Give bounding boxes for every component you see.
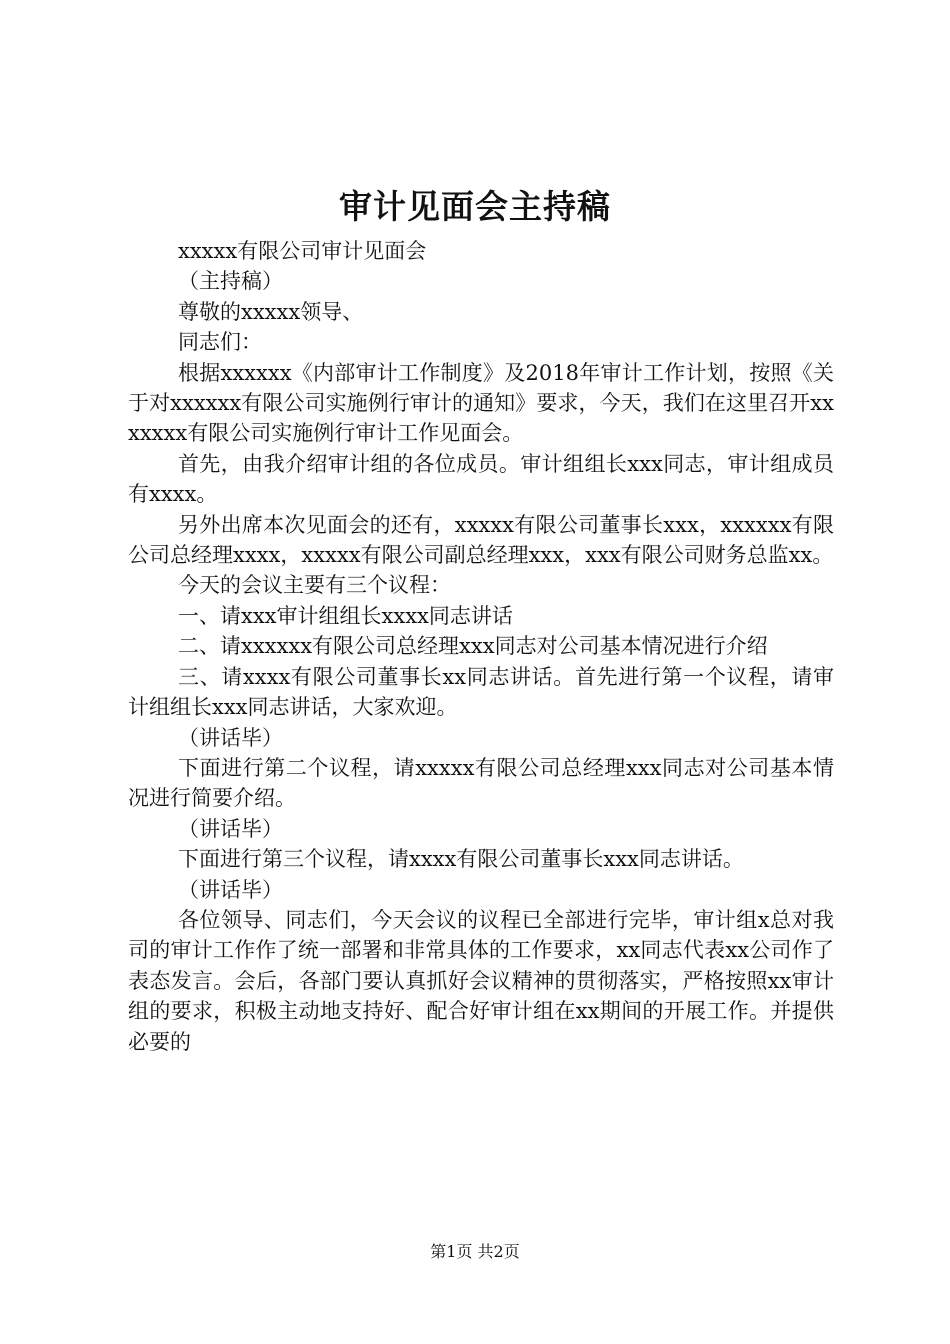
paragraph-agenda-intro: 今天的会议主要有三个议程： <box>178 573 451 598</box>
paragraph-speech-end-2: （讲话毕） <box>178 816 283 841</box>
paragraph-salutation-comrades: 同志们： <box>178 330 262 355</box>
page-number-footer: 第1页 共2页 <box>430 1242 520 1261</box>
paragraph-second-agenda: 下面进行第二个议程，请xxxxx有限公司总经理xxx同志对公司基本情况进行简要介绍。 <box>128 755 834 811</box>
paragraph-speech-end-1: （讲话毕） <box>178 725 283 750</box>
paragraph-agenda-item-1: 一、请xxx审计组组长xxxx同志讲话 <box>178 603 513 628</box>
paragraph-speech-end-3: （讲话毕） <box>178 877 283 902</box>
paragraph-basis: 根据xxxxxx《内部审计工作制度》及2018年审计工作计划，按照《关于对xxxxxx有限公司实施例行审计的通知》要求，今天，我们在这里召开xxxxxxx有限公司实施例行审计工作见面会。 <box>128 360 834 446</box>
paragraph-closing: 各位领导、同志们，今天会议的议程已全部进行完毕，审计组x总对我司的审计工作作了统一部署和非常具体的工作要求，xx同志代表xx公司作了表态发言。会后，各部门要认真抓好会议精神的贯彻落实，严格按照xx审计组的要求，积极主动地支持好、配合好审计组在xx期间的开展工作。并提供必要的 <box>128 907 834 1054</box>
paragraph-script-label: （主持稿） <box>178 269 283 294</box>
document-body <box>128 236 834 1057</box>
paragraph-salutation-leaders: 尊敬的xxxxx领导、 <box>178 299 364 324</box>
paragraph-company-meeting: xxxxx有限公司审计见面会 <box>178 239 427 263</box>
paragraph-agenda-item-3: 三、请xxxx有限公司董事长xx同志讲话。首先进行第一个议程，请审计组组长xxx同志讲话，大家欢迎。 <box>128 664 834 720</box>
paragraph-third-agenda: 下面进行第三个议程，请xxxx有限公司董事长xxx同志讲话。 <box>178 847 744 872</box>
document-title: 审计见面会主持稿 <box>339 187 611 226</box>
paragraph-introduce-members: 首先，由我介绍审计组的各位成员。审计组组长xxx同志，审计组成员有xxxx。 <box>128 451 834 507</box>
paragraph-attendees: 另外出席本次见面会的还有，xxxxx有限公司董事长xxx，xxxxxx有限公司总经理xxxx，xxxxx有限公司副总经理xxx，xxx有限公司财务总监xx。 <box>128 512 834 568</box>
paragraph-agenda-item-2: 二、请xxxxxx有限公司总经理xxx同志对公司基本情况进行介绍 <box>178 634 768 659</box>
